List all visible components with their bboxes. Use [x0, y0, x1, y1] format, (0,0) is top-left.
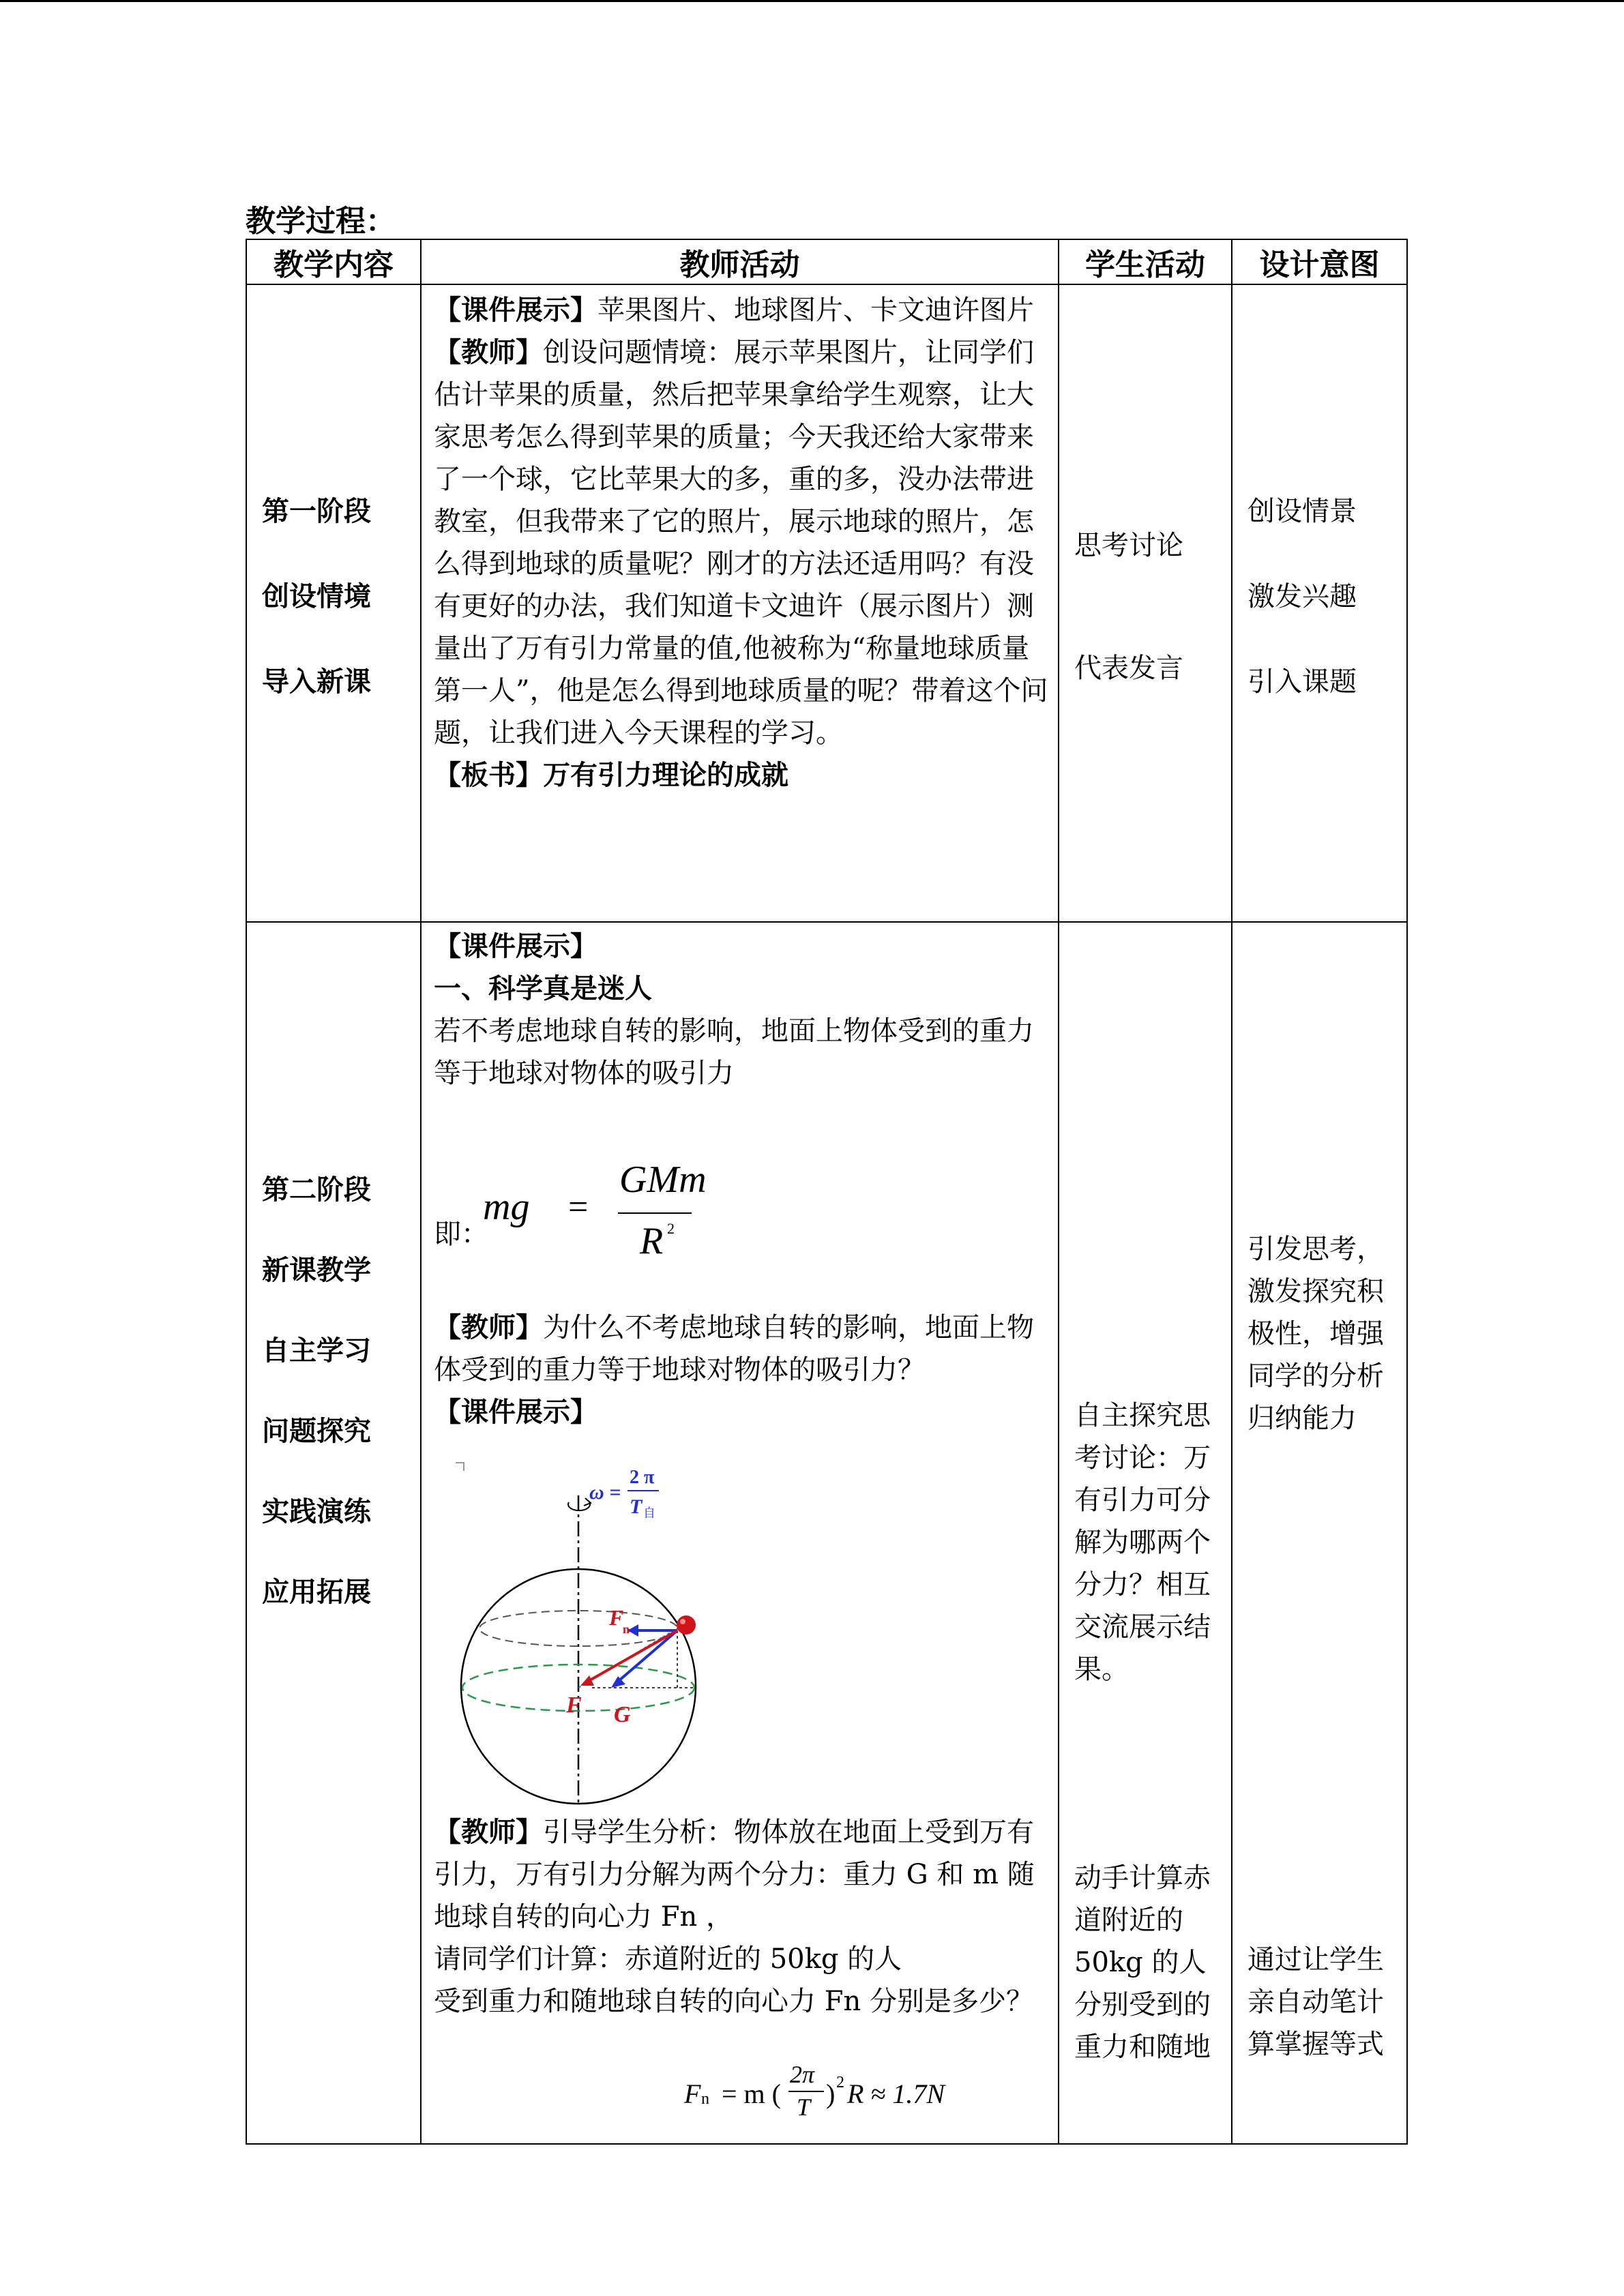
table-row: [246, 284, 1407, 922]
stage-label: 问题探究: [262, 1416, 371, 1447]
fn-formula-close: ): [826, 2078, 836, 2109]
stage-label: 实践演练: [262, 1496, 371, 1527]
teacher-cell-1: [421, 284, 1059, 922]
table-row: [246, 922, 1407, 2144]
intent-text: 通过让学生亲自动笔计算掌握等式: [1247, 1944, 1384, 2060]
tag-courseware: 【课件展示】: [434, 295, 597, 326]
fraction-bar: [618, 1212, 692, 1214]
teacher-text: 苹果图片、地球图片、卡文迪许图片: [597, 295, 1034, 326]
stage-label: 创设情境: [262, 581, 371, 612]
student-text: 动手计算赤道附近的50kg 的人分别受到的重力和随地: [1074, 1862, 1211, 2063]
teacher-text: 引导学生分析：物体放在地面上受到万有引力，万有引力分解为两个分力：重力 G 和 m 随地球自转的向心力 Fn ，: [434, 1817, 1035, 1933]
formula-numerator: GMm: [619, 1159, 707, 1201]
tag-teacher: 【教师】: [434, 337, 543, 368]
student-cell-1: [1059, 284, 1232, 922]
teacher-text: 请同学们计算：赤道附近的 50kg 的人: [434, 1943, 902, 1975]
teacher-text: 若不考虑地球自转的影响，地面上物体受到的重力等于地球对物体的吸引力: [434, 1015, 1034, 1089]
student-text: 自主探究思考讨论：万有引力可分解为哪两个分力？相互交流展示结果。: [1074, 1400, 1211, 1685]
gravitation-arrow: [584, 1630, 677, 1684]
earth-rotation-force-diagram: [435, 1455, 722, 1809]
fn-label: F: [609, 1605, 624, 1630]
teacher-text: 创设问题情境：展示苹果图片，让同学们估计苹果的质量，然后把苹果拿给学生观察，让大家思考怎么得到苹果的质量；今天我还给大家带来了一个球，它比苹果大的多，重的多，没办法带进教室，但我带来了它的照片，展示地球的照片，怎么得到地球的质量呢？刚才的方法还适用吗？有没有更好的办法，我们知道卡文迪许（展示图片）测量出了万有引力常量的值,他被称为“称量地球质量第一人”，他是怎么得到地球质量的呢？带着这个问题，让我们进入今天课程的学习。: [434, 337, 1048, 749]
section-title: 一、科学真是迷人: [434, 973, 652, 1004]
formula-prefix: 即：: [434, 1219, 488, 1250]
omega-numerator: 2 π: [630, 1467, 655, 1488]
stage-cell-1: [246, 284, 421, 922]
stage-label: 第二阶段: [262, 1174, 371, 1206]
teacher-text-block: [434, 925, 1051, 1094]
tag-courseware: 【课件展示】: [434, 1397, 597, 1428]
intent-text: 引入课题: [1247, 666, 1357, 698]
header-content: 教学内容: [246, 239, 421, 284]
fn-formula-tail: R ≈ 1.7N: [847, 2078, 945, 2109]
g-label: G: [614, 1702, 631, 1727]
teacher-text-block: [434, 1811, 1051, 2023]
formula-equals: =: [568, 1188, 589, 1227]
teacher-text-block: [434, 289, 1051, 796]
teaching-process-table: [246, 239, 1408, 2145]
formula-exponent: 2: [667, 1220, 675, 1237]
intent-text: 激发兴趣: [1247, 581, 1357, 612]
header-teacher-activity: 教师活动: [421, 239, 1059, 284]
formula-denominator: R: [640, 1220, 664, 1262]
stage-label: 新课教学: [262, 1255, 371, 1286]
f-label: F: [566, 1693, 582, 1718]
tag-teacher: 【教师】: [434, 1312, 543, 1343]
top-border-line: [0, 0, 1624, 2]
stage-label: 第一阶段: [262, 496, 371, 527]
student-cell-2: [1059, 922, 1232, 2144]
apple-icon: [677, 1615, 696, 1635]
teacher-text: 为什么不考虑地球自转的影响，地面上物体受到的重力等于地球对物体的吸引力？: [434, 1312, 1034, 1386]
stage-cell-2: [246, 922, 421, 2144]
teacher-text-block: [434, 1307, 1051, 1433]
omega-label: ω =: [589, 1481, 621, 1504]
student-text: 代表发言: [1074, 653, 1183, 684]
student-text: 思考讨论: [1074, 530, 1183, 561]
omega-subscript: 自: [643, 1506, 655, 1521]
image-anchor-mark: [456, 1463, 464, 1471]
fn-formula-numerator: 2π: [790, 2061, 815, 2088]
teacher-text: 受到重力和随地球自转的向心力 Fn 分别是多少？: [434, 1986, 1033, 2017]
stage-label: 导入新课: [262, 666, 371, 698]
stage-label: 自主学习: [262, 1335, 371, 1367]
intent-cell-1: [1232, 284, 1407, 922]
omega-denominator: T: [630, 1495, 643, 1518]
board-title: 【板书】万有引力理论的成就: [434, 760, 788, 791]
fn-subscript: n: [623, 1622, 630, 1636]
fn-formula-denominator: T: [797, 2093, 811, 2121]
table-header-row: [246, 239, 1407, 284]
gravity-arrow: [614, 1630, 677, 1685]
fn-formula-subscript: n: [701, 2090, 709, 2108]
fn-formula-exponent: 2: [836, 2074, 844, 2091]
intent-text: 引发思考，激发探究积极性，增强同学的分析归纳能力: [1247, 1234, 1384, 1434]
fn-formula-lhs: F: [684, 2078, 701, 2109]
tag-teacher: 【教师】: [434, 1817, 543, 1848]
section-heading: 教学过程：: [246, 204, 396, 239]
intent-text: 创设情景: [1247, 496, 1357, 527]
header-design-intent: 设计意图: [1232, 239, 1407, 284]
stage-label: 应用拓展: [262, 1577, 371, 1608]
fn-formula-mid: = m (: [722, 2078, 781, 2109]
fn-fraction-bar: [788, 2091, 824, 2092]
header-student-activity: 学生活动: [1059, 239, 1232, 284]
formula-lhs: mg: [483, 1186, 530, 1228]
intent-cell-2: [1232, 922, 1407, 2144]
teacher-cell-2: [421, 922, 1059, 2144]
tag-courseware: 【课件展示】: [434, 931, 597, 962]
